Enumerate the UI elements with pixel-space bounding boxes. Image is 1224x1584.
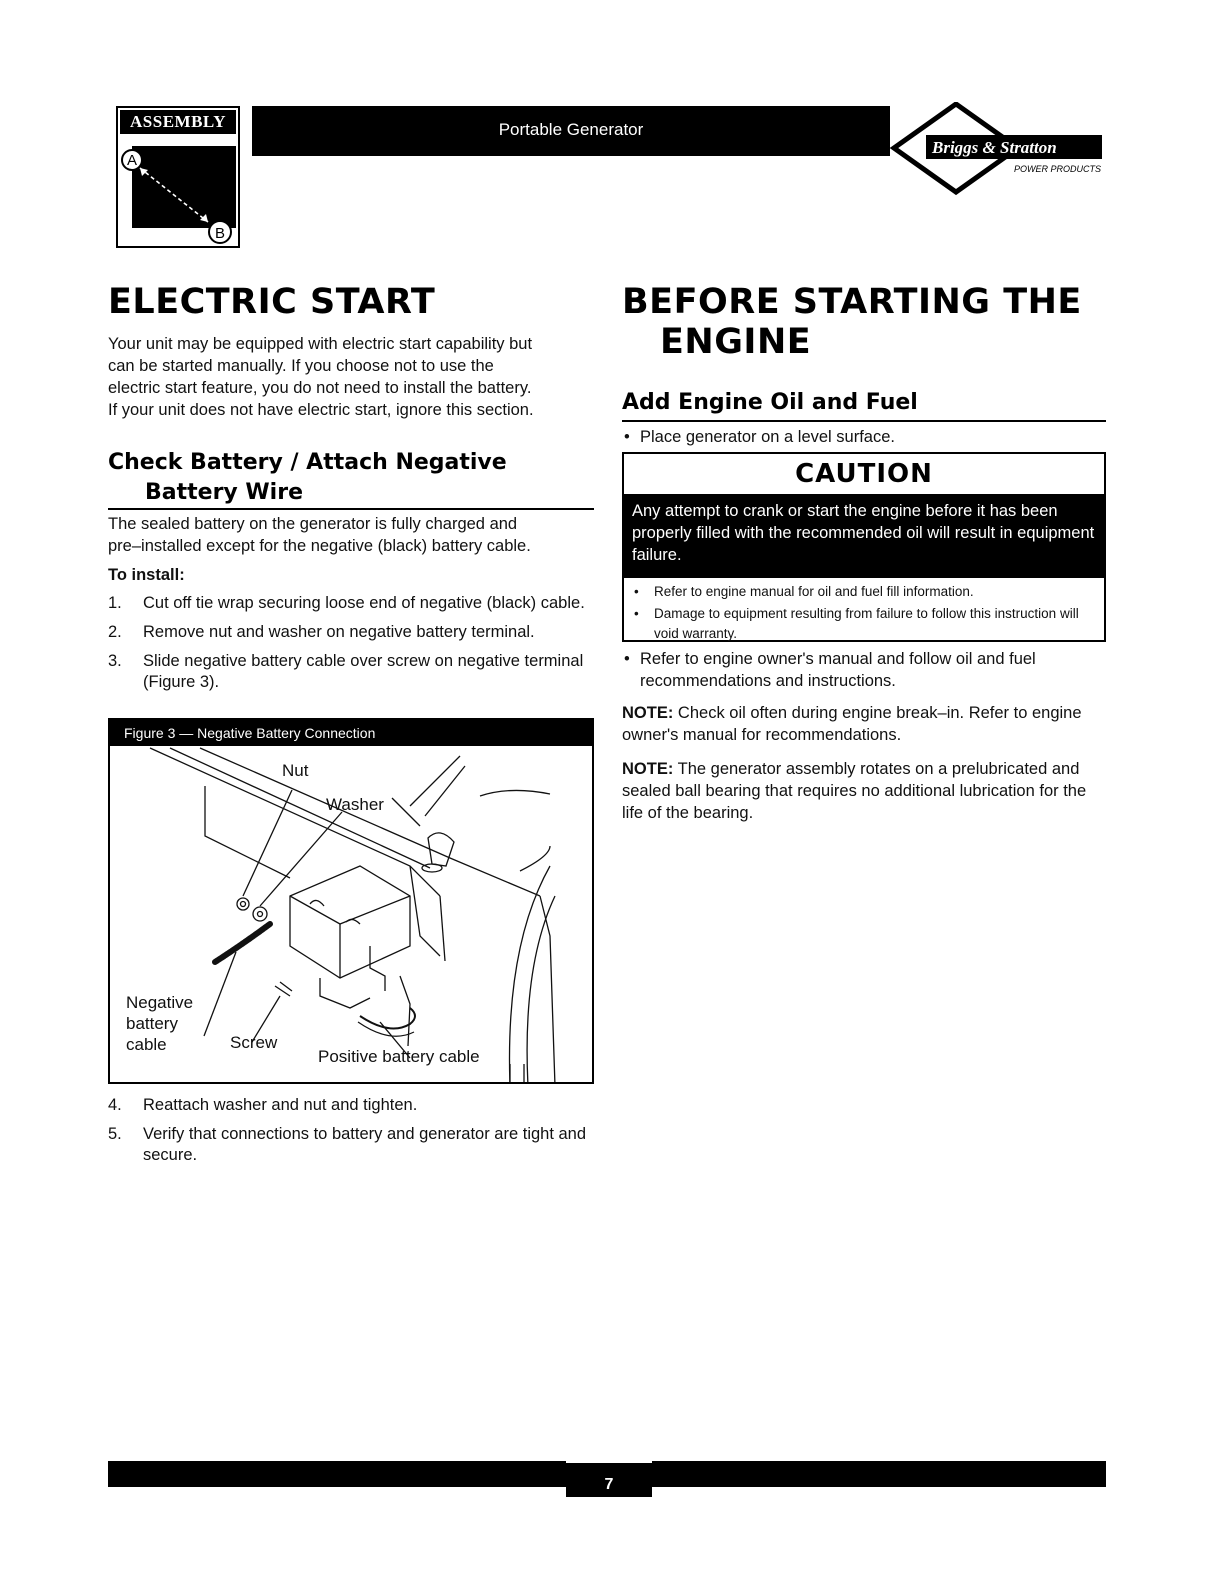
to-install-label: To install:	[108, 566, 185, 584]
list-item: • Place generator on a level surface.	[624, 428, 895, 446]
label-negative-line: Negative	[126, 993, 194, 1012]
marker-a: A	[126, 152, 138, 169]
step-number: 5.	[108, 1125, 122, 1143]
assembly-label: ASSEMBLY	[120, 110, 236, 134]
note-break-in	[622, 702, 1102, 746]
intro-line: electric start feature, you do not need to install the battery.	[108, 379, 532, 397]
brand-subtitle: POWER PRODUCTS	[1014, 164, 1102, 174]
electric-start-heading: ELECTRIC START	[108, 282, 436, 322]
caution-message: Any attempt to crank or start the engine before it has been properly filled with the recommended oil will result in equipment failure.	[624, 494, 1104, 578]
assembly-section-icon	[116, 106, 240, 248]
note-text: Check oil often during engine break–in. Refer to engine owner's manual for recommendations.	[622, 704, 1082, 744]
before-starting-heading-line: BEFORE STARTING THE	[622, 282, 1082, 322]
document-title: Portable Generator	[498, 120, 644, 139]
bullet-text: Refer to engine owner's manual and follow oil and fuel recommendations and instructions.	[640, 650, 1036, 690]
bullet-text: Place generator on a level surface.	[640, 428, 895, 446]
page-number-tab	[566, 1461, 652, 1497]
step-text: Reattach washer and nut and tighten.	[143, 1096, 418, 1114]
before-starting-heading	[622, 282, 1106, 362]
sealed-line: The sealed battery on the generator is fully charged and	[108, 515, 518, 533]
caution-item-text: Refer to engine manual for oil and fuel fill information.	[654, 584, 974, 599]
list-item: • Damage to equipment resulting from failure to follow this instruction will void warranty.	[634, 606, 1079, 641]
install-steps-list	[108, 593, 590, 701]
step-number: 1.	[108, 594, 122, 612]
caution-item-text: Damage to equipment resulting from failure to follow this instruction will void warranty.	[654, 606, 1079, 641]
label-positive-cable: Positive battery cable	[318, 1047, 480, 1066]
heading-rule	[622, 420, 1106, 422]
install-steps-list-continued	[108, 1095, 590, 1174]
note-ball-bearing	[622, 758, 1106, 824]
step-number: 4.	[108, 1096, 122, 1114]
label-negative-line: battery	[126, 1014, 178, 1033]
intro-line: can be started manually. If you choose not to use the	[108, 357, 494, 375]
sealed-line: pre–installed except for the negative (black) battery cable.	[108, 537, 531, 555]
brand-name: Briggs & Stratton	[932, 138, 1057, 157]
step-text: Slide negative battery cable over screw on negative terminal (Figure 3).	[143, 652, 584, 691]
assembly-a-to-b-icon	[120, 136, 236, 246]
briggs-stratton-logo	[890, 102, 1102, 196]
note-text: The generator assembly rotates on a prelubricated and sealed ball bearing that requires no additional lubrication for the life of the bearing.	[622, 760, 1087, 822]
label-nut: Nut	[282, 761, 309, 780]
caution-items	[624, 582, 1104, 646]
before-starting-heading-line: ENGINE	[660, 322, 812, 362]
marker-b: B	[214, 225, 226, 242]
note-label: NOTE:	[622, 704, 674, 722]
sealed-battery-text	[108, 513, 598, 557]
figure-caption: Figure 3 — Negative Battery Connection	[110, 720, 592, 746]
list-item	[108, 593, 590, 614]
step-text: Remove nut and washer on negative battery terminal.	[143, 623, 535, 641]
check-battery-heading-line: Check Battery / Attach Negative	[108, 450, 507, 475]
step-text: Cut off tie wrap securing loose end of negative (black) cable.	[143, 594, 585, 612]
check-battery-heading-line: Battery Wire	[145, 480, 303, 505]
level-surface-bullet	[622, 426, 1106, 448]
list-item: • Refer to engine manual for oil and fuel fill information.	[634, 584, 974, 599]
step-text: Verify that connections to battery and generator are tight and secure.	[143, 1125, 587, 1164]
intro-line: Your unit may be equipped with electric start capability but	[108, 335, 533, 353]
list-item	[108, 1124, 590, 1166]
label-washer: Washer	[326, 795, 384, 814]
document-title-bar	[252, 106, 890, 156]
check-battery-heading	[108, 448, 594, 508]
label-screw: Screw	[230, 1033, 278, 1052]
list-item	[108, 622, 590, 643]
heading-rule	[108, 508, 594, 510]
add-oil-fuel-heading: Add Engine Oil and Fuel	[622, 390, 918, 415]
step-number: 3.	[108, 652, 122, 670]
caution-title: CAUTION	[795, 459, 933, 489]
label-negative-cable	[126, 992, 193, 1055]
caution-box	[622, 452, 1106, 642]
list-item	[108, 1095, 590, 1116]
intro-line: If your unit does not have electric start, ignore this section.	[108, 401, 534, 419]
figure-3	[108, 718, 594, 1084]
step-number: 2.	[108, 623, 122, 641]
refer-manual-bullet	[622, 648, 1092, 692]
list-item	[108, 651, 590, 693]
label-negative-line: cable	[126, 1035, 167, 1054]
electric-start-intro	[108, 333, 598, 421]
note-label: NOTE:	[622, 760, 674, 778]
list-item: • Refer to engine owner's manual and follow oil and fuel recommendations and instructions.	[624, 650, 1036, 690]
page-number: 7	[604, 1476, 614, 1493]
